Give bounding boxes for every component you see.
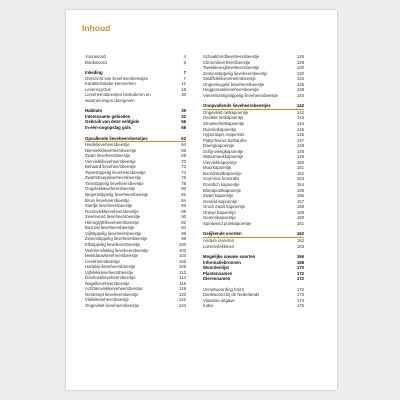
toc-section-heading <box>203 276 304 282</box>
toc-entry-label: In-één-oogopslag gids <box>85 125 131 131</box>
toc-entry-label: Nierviekklieveheersbeestje <box>85 147 137 153</box>
toc-entry-page-number: 159 <box>296 209 304 215</box>
toc-entry-label: Harlekijnlieveheersbeestje <box>85 264 136 270</box>
toc-entry-page-number: 80 <box>181 186 186 192</box>
toc-entry-page-number: 4 <box>183 54 186 59</box>
toc-entry-label: Karakteristieke kenmerken <box>85 81 136 87</box>
toc-entry-page-number: 82 <box>181 192 186 198</box>
toc-entry-page-number: 148 <box>296 143 304 149</box>
toc-entry-label: Vlaamse uitgave <box>203 297 235 303</box>
toc-entry-label: Schijnviekgkapoentje <box>203 148 244 154</box>
toc-entry-label: Vierviekklieveheersbeestje <box>85 158 136 164</box>
toc-entry-page-number: 146 <box>296 132 304 138</box>
toc-entry-label: Vierentwintigstippelig lieveheersbeestje <box>203 92 278 98</box>
toc-entry-page-number: 161 <box>296 220 304 226</box>
toc-entry-page-number: 94 <box>181 225 186 231</box>
toc-entry-page-number: 128 <box>296 59 304 65</box>
toc-entry-label: Vierviekkapoentje <box>203 159 237 165</box>
toc-entry-label: Gebruik van deze veldgids <box>85 119 140 125</box>
toc-entry-page-number: 114 <box>179 275 186 281</box>
toc-entry-page-number: 30 <box>181 92 186 98</box>
toc-entry-page-number: 143 <box>296 115 304 121</box>
toc-entry-label: Lieveheersbeestjes bestuderen en waarnemingen doorgeven <box>85 92 151 103</box>
toc-entry-page-number: 154 <box>296 182 304 188</box>
toc-entry-page-number: 140 <box>296 92 304 98</box>
toc-entry-label: Bruin lieveheersbeestje <box>85 197 130 203</box>
toc-entry-page-number: 109 <box>178 264 186 270</box>
toc-entry-page-number: 92 <box>181 219 186 225</box>
toc-entry <box>203 93 304 99</box>
toc-entry-label: Schaakbordlieveheersbeestje <box>203 54 260 59</box>
toc-entry-page-number: 142 <box>296 109 304 115</box>
toc-entry-label: Informatiebronnen <box>203 259 241 265</box>
toc-entry-page-number: 7 <box>183 70 186 76</box>
toc-entry-page-number: 90 <box>181 214 186 220</box>
toc-entry-label: Ongevlekt rietkapoentje <box>203 109 249 115</box>
toc-entry-page-number: 7 <box>183 75 186 81</box>
toc-entry-page-number: 172 <box>296 286 304 292</box>
toc-entry-label: Behaard lieveheersbeestje <box>85 164 136 170</box>
toc-entry-page-number: 170 <box>296 265 304 271</box>
toc-entry-page-number: 104 <box>178 253 186 259</box>
toc-entry-label: Hyperaspis reppensis <box>203 132 245 138</box>
toc-entry-label: Veertienvlekkig lieveheersbeestje <box>85 247 149 253</box>
toc-entry-label: Gevlekt rietkapoentje <box>203 115 244 121</box>
toc-entry-page-number: 157 <box>296 198 304 204</box>
toc-entry-page-number: 172 <box>296 270 304 276</box>
toc-entry-label: Plantennamen <box>203 270 233 276</box>
toc-entry-label: Muurkapoentje <box>203 165 232 171</box>
toc-entry-label: Onopvallende lieveheersbeestjes <box>203 103 271 109</box>
toc-entry-label: Struweelrietkapoentje <box>203 121 245 127</box>
toc-entry-label: Lieveheersbeestje <box>85 258 120 264</box>
toc-entry-label: Sierlijk lieveheersbeestje <box>85 203 133 209</box>
toc-entry-label: Vlekklieveheersbeestje <box>85 297 129 303</box>
toc-entry-page-number: 173 <box>296 292 304 298</box>
toc-entry-page-number: 84 <box>181 197 186 203</box>
toc-entry-label: Habitats <box>85 108 102 114</box>
toc-entry-label: Levenscyclus <box>85 86 111 92</box>
toc-entry-label: Meeldauwlieveheersbeestje <box>85 253 139 259</box>
toc-entry-label: Mogelijke nieuwe soorten <box>203 254 256 260</box>
toc-entry-page-number: 162 <box>296 237 304 243</box>
toc-entry <box>203 303 304 309</box>
toc-entry-label: Rossbch kapoentje <box>203 182 240 188</box>
toc-entry-label: Oranje kapoentje <box>203 209 236 215</box>
toc-entry-label: Overzicht van lieveheersbeestjes <box>85 75 149 81</box>
toc-entry-page-number: 142 <box>296 103 304 109</box>
toc-entry <box>85 92 186 103</box>
toc-entry-page-number: 64 <box>181 142 186 148</box>
toc-entry-page-number: 63 <box>181 135 186 141</box>
toc-entry-label: Bloedpuntkapoentje <box>203 187 241 193</box>
toc-entry-label: Scymnus femoralis <box>203 176 240 182</box>
toc-entry-page-number: 175 <box>296 303 304 309</box>
toc-entry-page-number: 124 <box>178 302 186 308</box>
toc-entry-page-number: 120 <box>178 291 186 297</box>
toc-entry-label: Zestienstippelig lieveheersbeestje <box>203 70 268 76</box>
toc-entry-label: Negenstippelig lieveheersbeestje <box>85 192 149 198</box>
toc-entry <box>85 60 186 66</box>
toc-entry-label: Interessante gebieden <box>85 113 131 119</box>
toc-entry-label: Heggenrankieveheersbeestje <box>203 87 259 93</box>
toc-entry-label: Ongevlekt lieveheersbeestje <box>85 302 139 308</box>
toc-entry-label: Inleiding <box>85 70 103 76</box>
toc-entry-page-number: 66 <box>181 147 186 153</box>
toc-entry-label: Elfstippelig lieveheersbeestje <box>85 241 141 247</box>
toc-entry-page-number: 76 <box>181 175 186 181</box>
toc-entry-label: Tienstippelig lieveheersbeestje <box>85 180 144 186</box>
toc-entry-label: Gemenkapoentje <box>203 215 236 221</box>
toc-entry-label: Gelijkende soorten <box>203 231 242 237</box>
toc-entry-label: Dankwoord bij de Nederlands <box>203 292 260 298</box>
toc-entry-page-number: 36 <box>181 108 186 114</box>
toc-entry-label: Spinlwend puntkapoentje <box>203 220 252 226</box>
toc-entry-label: Roomvlekkieveheersbeestje <box>85 208 139 214</box>
toc-entry-page-number: 156 <box>296 193 304 199</box>
toc-entry-page-number: 6 <box>183 59 186 65</box>
toc-entry-label: Gestreept lieveheersbeestje <box>85 291 139 297</box>
toc-entry-label: Woordenlijst <box>203 265 229 271</box>
toc-entry-page-number: 100 <box>178 241 186 247</box>
toc-entry-label: Boordrandkapoentje <box>203 170 242 176</box>
toc-entry-label: Gerand kapoentje <box>203 198 238 204</box>
toc-entry-page-number: 163 <box>296 243 304 249</box>
toc-entry-label: Vijfvlekkieveheersbeestje <box>85 269 134 275</box>
toc-entry-label: Dankwoord <box>85 59 107 65</box>
toc-entry-label: Zwartstreeplieveheersbeestje <box>85 175 142 181</box>
toc-entry-page-number: 151 <box>296 165 304 171</box>
book-page <box>66 10 337 390</box>
toc-entry-label: Tweekleuriglieveheersbeestje <box>203 65 260 71</box>
toc-entry-label: Dwergkapoentje <box>203 143 235 149</box>
toc-entry-page-number: 72 <box>181 164 186 170</box>
toc-entry-label: Zwart kapoentje <box>203 193 234 199</box>
toc-entry-label: Zevenstippelig lieveheersbeestje <box>85 236 148 242</box>
toc-entry-page-number: 78 <box>181 180 186 186</box>
toc-entry-label: Index <box>203 303 214 309</box>
toc-entry-page-number: 158 <box>296 204 304 210</box>
toc-entry-page-number: 145 <box>296 126 304 132</box>
toc-entry-page-number: 96 <box>181 230 186 236</box>
toc-entry-label: Watermeekkapoentje <box>203 154 244 160</box>
toc-entry-label: Ongevleugeld lieveheersbeestje <box>203 81 265 87</box>
page-title: Inhoud <box>82 23 111 33</box>
toc-entry-label: Heidelieveheersbeestje <box>85 142 130 148</box>
toc-entry-page-number: 98 <box>181 236 186 242</box>
toc-entry-label: Andere insecten <box>203 237 235 243</box>
toc-entry-page-number: 74 <box>181 169 186 175</box>
toc-entry-label: Citroenlieveheersbeestje <box>203 59 251 65</box>
toc-entry-page-number: 138 <box>296 87 304 93</box>
toc-entry-label: Nagellieveheersbeestje <box>85 280 130 286</box>
toc-entry-page-number: 166 <box>296 254 304 260</box>
toc-entry-label: Hiëroglyphlieveheersbeestje <box>85 219 139 225</box>
toc-entry-page-number: 11 <box>181 81 186 87</box>
toc-entry-label: Platycheirus buthanthe <box>203 137 247 143</box>
toc-entry-label: Zwart lieveheersbeestje <box>85 153 131 159</box>
toc-entry-page-number: 144 <box>296 121 304 127</box>
toc-entry-page-number: 174 <box>296 297 304 303</box>
toc-entry-label: Opvallende lieveheersbeestjes <box>85 135 148 141</box>
toc-entry-label: Tweestippelig lieveheersbeestje <box>85 169 146 175</box>
toc-entry-page-number: 160 <box>296 215 304 221</box>
toc-entry-label: Driehoeklieveheersbeestje <box>85 275 136 281</box>
toc-entry-page-number: 88 <box>181 208 186 214</box>
toc-entry-page-number: 112 <box>179 269 186 275</box>
toc-entry-page-number: 136 <box>296 81 304 87</box>
toc-entry-page-number: 132 <box>296 70 304 76</box>
toc-entry-label: Zeeërvend lieveheersbeestje <box>85 214 141 220</box>
toc-entry-label: Achttienvlekkieveheersbeestje <box>85 286 143 292</box>
toc-entry-page-number: 42 <box>181 113 186 119</box>
toc-entry-page-number: 153 <box>296 176 304 182</box>
toc-entry-label: Verantwoording foto's <box>203 286 245 292</box>
toc-entry-page-number: 106 <box>178 258 186 264</box>
toc-section-heading <box>85 125 186 131</box>
toc-entry-page-number: 149 <box>296 154 304 160</box>
toc-entry-page-number: 70 <box>181 158 186 164</box>
toc-entry-page-number: 172 <box>296 276 304 282</box>
toc-column-right <box>203 54 304 309</box>
toc-entry-label: Dierennamen <box>203 276 231 282</box>
toc-entry-page-number: 130 <box>296 65 304 71</box>
toc-entry <box>203 244 304 250</box>
toc-entry-label: Bosmierlieveheersbeestje <box>85 225 135 231</box>
toc-entry-page-number: 162 <box>296 231 304 237</box>
toc-column-left <box>85 54 186 309</box>
toc-entry <box>203 221 304 227</box>
toc-entry-page-number: 68 <box>181 153 186 159</box>
toc-entry-label: Duinrietkapoentje <box>203 126 237 132</box>
toc-entry-page-number: 86 <box>181 203 186 209</box>
toc-entry-label: Voorwoord <box>85 54 106 59</box>
toc-entry-page-number: 116 <box>179 280 186 286</box>
toc-entry-page-number: 134 <box>296 76 304 82</box>
toc-entry-page-number: 150 <box>296 159 304 165</box>
toc-entry-label: Larvenvlekkmen <box>203 243 235 249</box>
toc-entry-page-number: 56 <box>181 119 186 125</box>
toc-entry-page-number: 152 <box>296 170 304 176</box>
toc-entry-page-number: 147 <box>296 137 304 143</box>
toc-entry-page-number: 126 <box>296 54 304 59</box>
toc-entry-label: Vijfstippelig lieveheersbeestje <box>85 230 142 236</box>
toc-entry-page-number: 58 <box>181 125 186 131</box>
toc-entry-page-number: 15 <box>181 86 186 92</box>
toc-entry-label: Oogvlekkieveheersbeestje <box>85 186 136 192</box>
toc-entry-page-number: 168 <box>296 259 304 265</box>
toc-entry <box>85 303 186 309</box>
toc-entry-label: Swaffvlekkieveheersbeestje <box>203 76 256 82</box>
toc-entry-page-number: 148 <box>296 148 304 154</box>
toc-entry-page-number: 102 <box>178 247 186 253</box>
toc-entry-page-number: 155 <box>296 187 304 193</box>
toc-entry-page-number: 118 <box>179 286 186 292</box>
toc-entry-page-number: 122 <box>178 297 186 303</box>
toc-entry-label: Groot zwart kapoentje <box>203 204 246 210</box>
